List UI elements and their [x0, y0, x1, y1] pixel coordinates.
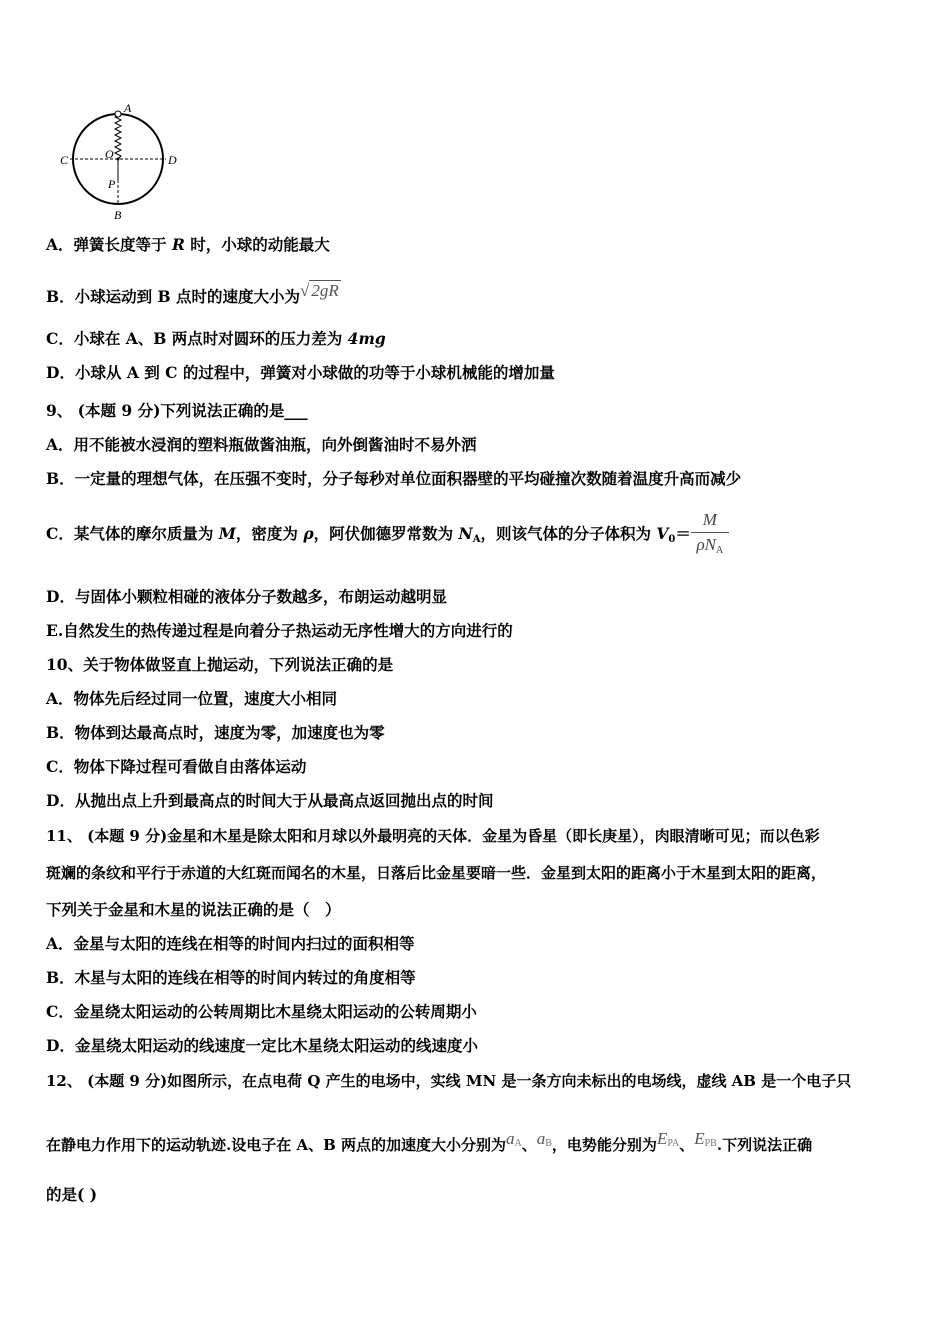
- q9-option-d: D．与固体小颗粒相碰的液体分子数越多，布朗运动越明显: [46, 587, 447, 606]
- sqrt-expression: √ 2gR: [300, 281, 339, 300]
- q11-stem-line2: 斑斓的条纹和平行于赤道的大红斑而闻名的木星，日落后比金星要暗一些．金星到太阳的距离小于木星到太阳的距离，: [46, 864, 827, 882]
- symbol-EPA: $E_{PA}$: [656, 1129, 680, 1149]
- q9-option-c: C．某气体的摩尔质量为 M，密度为 ρ，阿伏伽德罗常数为 $N_A$，则该气体的分子体积为 $V_0=$ $\frac{M}{\rho N_A}$: [46, 504, 729, 570]
- symbol-EPB: $E_{PB}$: [694, 1129, 717, 1149]
- volume-fraction: $\frac{M}{\rho N_A}$: [691, 510, 729, 561]
- label-A: A: [124, 102, 132, 115]
- q10-stem: 10、关于物体做竖直上抛运动，下列说法正确的是: [46, 655, 394, 674]
- q11-stem-line3: 下列关于金星和木星的说法正确的是（ ）: [46, 900, 341, 919]
- spring-coil: [115, 114, 121, 180]
- q11-stem-line1: 11、 (本题 9 分)金星和木星是除太阳和月球以外最明亮的天体．金星为昏星（即长庚星），肉眼清晰可见；而以色彩: [46, 827, 820, 845]
- q8-option-c: C．小球在 A、B 两点时对圆环的压力差为 4mg: [46, 329, 386, 348]
- label-D: D: [168, 153, 177, 167]
- q10-option-b: B．物体到达最高点时，速度为零，加速度也为零: [46, 723, 385, 742]
- q12-stem-line1: 12、 (本题 9 分)如图所示，在点电荷 Q 产生的电场中，实线 MN 是一条方向未标出的电场线，虚线 AB 是一个电子只: [46, 1072, 852, 1090]
- symbol-aA: $a_A$: [506, 1129, 522, 1149]
- q11-option-b: B．木星与太阳的连线在相等的时间内转过的角度相等: [46, 968, 416, 987]
- q11-option-a: A．金星与太阳的连线在相等的时间内扫过的面积相等: [46, 934, 415, 953]
- q9-option-e: E.自然发生的热传递过程是向着分子热运动无序性增大的方向进行的: [46, 621, 513, 640]
- center-O: [117, 158, 120, 161]
- q9-option-a: A．用不能被水浸润的塑料瓶做酱油瓶，向外倒酱油时不易外洒: [46, 435, 477, 454]
- ball-A: [115, 111, 121, 117]
- q8-option-d: D．小球从 A 到 C 的过程中，弹簧对小球做的功等于小球机械能的增加量: [46, 363, 555, 382]
- q10-option-c: C．物体下降过程可看做自由落体运动: [46, 757, 307, 776]
- q12-stem-line3: 的是( ): [46, 1185, 98, 1204]
- label-C: C: [60, 153, 69, 167]
- q11-option-c: C．金星绕太阳运动的公转周期比木星绕太阳运动的公转周期小: [46, 1002, 477, 1021]
- q8-option-a: A．弹簧长度等于 R 时，小球的动能最大: [46, 235, 330, 254]
- q12-stem-line2: 在静电力作用下的运动轨迹.设电子在 A、B 两点的加速度大小分别为$a_A$、$a_B$，电势能分别为$E_{PA}$、$E_{PB}$.下列说法正确: [46, 1129, 813, 1154]
- q8-option-b: B．小球运动到 B 点时的速度大小为√ 2gR: [46, 281, 339, 306]
- label-O: O: [105, 147, 114, 161]
- q9-stem: 9、 (本题 9 分)下列说法正确的是___: [46, 401, 308, 420]
- label-P: P: [108, 177, 116, 191]
- q9-option-b: B．一定量的理想气体，在压强不变时，分子每秒对单位面积器壁的平均碰撞次数随着温度升高而减少: [46, 469, 742, 488]
- circle-spring-figure: [56, 102, 186, 224]
- q10-option-a: A．物体先后经过同一位置，速度大小相同: [46, 689, 338, 708]
- symbol-aB: $a_B$: [536, 1129, 552, 1149]
- q10-option-d: D．从抛出点上升到最高点的时间大于从最高点返回抛出点的时间: [46, 791, 494, 810]
- label-B: B: [114, 208, 122, 222]
- q11-option-d: D．金星绕太阳运动的线速度一定比木星绕太阳运动的线速度小: [46, 1036, 478, 1055]
